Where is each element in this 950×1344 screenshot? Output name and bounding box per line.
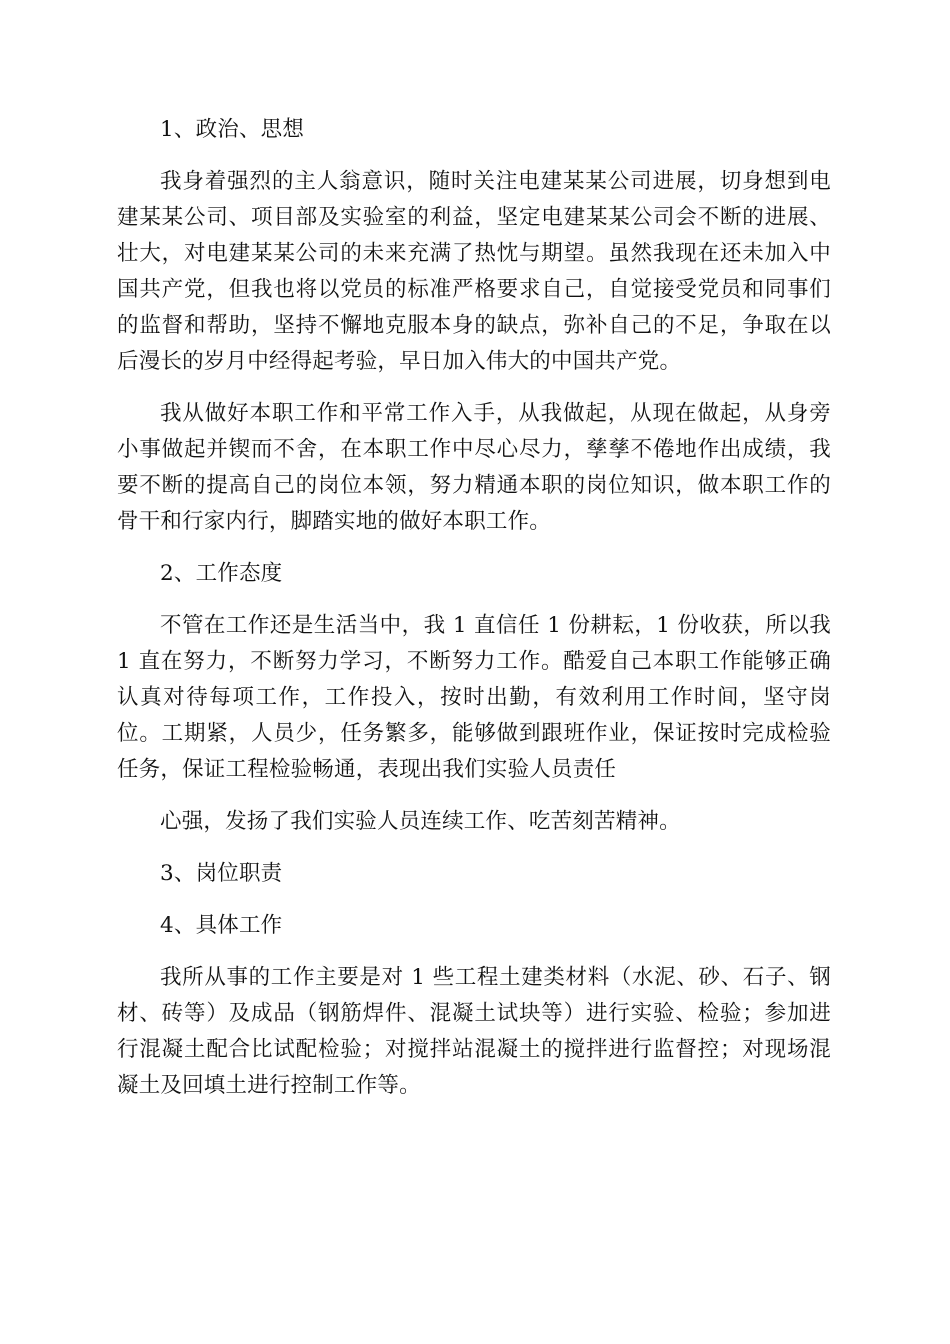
paragraph-specific-work: 我所从事的工作主要是对 1 些工程土建类材料（水泥、砂、石子、钢材、砖等）及成品（钢筋焊件、混凝土试块等）进行实验、检验；参加进行混凝土配合比试配检验；对搅拌站混凝土的搅拌进行监督控；对现场混凝土及回填土进行控制工作等。	[117, 965, 831, 1098]
paragraph-ownership: 我身着强烈的主人翁意识，随时关注电建某某公司进展，切身想到电建某某公司、项目部及实验室的利益，坚定电建某某公司会不断的进展、壮大，对电建某某公司的未来充满了热忱与期望。虽然我现在还未加入中国共产党，但我也将以党员的标准严格要求自己，自觉接受党员和同事们的监督和帮助，坚持不懈地克服本身的缺点，弥补自己的不足，争取在以后漫长的岁月中经得起考验，早日加入伟大的中国共产党。	[117, 169, 831, 374]
paragraph-work-effort: 不管在工作还是生活当中，我 1 直信任 1 份耕耘，1 份收获，所以我 1 直在努力，不断努力学习，不断努力工作。酷爱自己本职工作能够正确认真对待每项工作，工作投入，按时出勤，有效利用工作时间，坚守岗位。工期紧，人员少，任务繁多，能够做到跟班作业，保证按时完成检验任务，保证工程检验畅通，表现出我们实验人员责任	[117, 613, 831, 782]
section-heading-politics: 1、政治、思想	[160, 117, 305, 142]
document-body	[117, 112, 831, 1120]
paragraph-responsibility: 心强，发扬了我们实验人员连续工作、吃苦刻苦精神。	[160, 809, 681, 834]
paragraph-job-duties: 我从做好本职工作和平常工作入手，从我做起，从现在做起，从身旁小事做起并锲而不舍，在本职工作中尽心尽力，孳孳不倦地作出成绩，我要不断的提高自己的岗位本领，努力精通本职的岗位知识，做本职工作的骨干和行家内行，脚踏实地的做好本职工作。	[117, 401, 831, 534]
section-heading-job-responsibility: 3、岗位职责	[160, 861, 283, 886]
section-heading-specific-work: 4、具体工作	[160, 913, 283, 938]
section-heading-work-attitude: 2、工作态度	[160, 561, 283, 586]
